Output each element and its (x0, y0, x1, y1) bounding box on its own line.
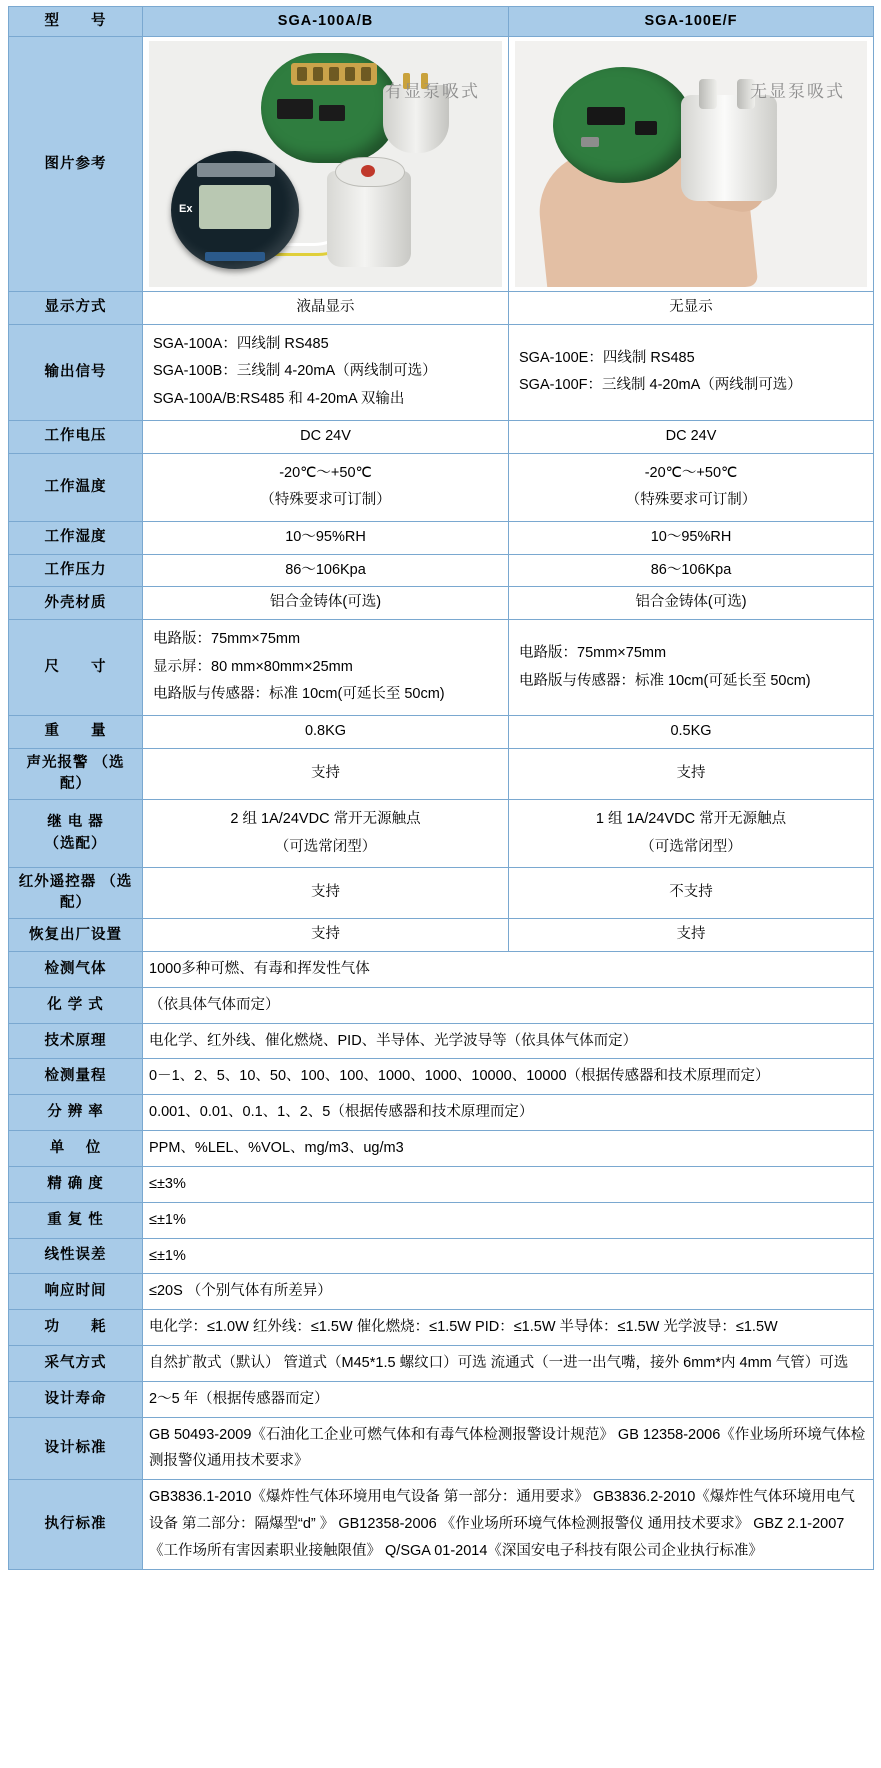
product-photo-b (515, 41, 867, 287)
exec-standard-value (143, 1480, 874, 1569)
exec-standard-line1: GB3836.1-2010《爆炸性气体环境用电气设备 第一部分：通用要求》 (149, 1489, 589, 1506)
size-value-a (143, 620, 509, 716)
row-label-chemical-formula: 化 学 式 (9, 987, 143, 1023)
power-line5: 半导体：≤1.5W (559, 1319, 660, 1336)
photo-caption-a: 有显泵吸式 (385, 82, 480, 102)
design-standard-line2: GB 12358-2006《作业场所环境气体检测报警仪通用技术要求》 (149, 1426, 866, 1470)
row-label-sampling: 采气方式 (9, 1345, 143, 1381)
factory-reset-value-a: 支持 (143, 919, 509, 952)
row-label-alarm (9, 748, 143, 799)
temp-a-line2: （特殊要求可订制） (260, 492, 391, 509)
table-row-linear-error (9, 1238, 874, 1274)
table-row-alarm (9, 748, 874, 799)
table-row-range (9, 1059, 874, 1095)
output-a-line2: SGA-100B：三线制 4-20mA（两线制可选） (153, 363, 437, 380)
detect-gas-value: 1000多种可燃、有毒和挥发性气体 (143, 952, 874, 988)
remote-label-line2: （选配） (60, 874, 133, 912)
alarm-label-line2: （选配） (60, 754, 125, 792)
product-photo-a (149, 41, 502, 287)
table-row-voltage (9, 420, 874, 453)
response-time-value: ≤20S （个别气体有所差异） (143, 1274, 874, 1310)
row-label-factory-reset: 恢复出厂设置 (9, 919, 143, 952)
row-label-response-time: 响应时间 (9, 1274, 143, 1310)
linear-error-value: ≤±1% (143, 1238, 874, 1274)
table-row-model (9, 7, 874, 37)
size-a-line1: 电路版：75mm×75mm (153, 631, 301, 648)
remote-value-b: 不支持 (509, 868, 874, 919)
table-row-pressure (9, 554, 874, 587)
alarm-value-a: 支持 (143, 748, 509, 799)
table-row-chemical-formula (9, 987, 874, 1023)
humidity-value-b: 10～95%RH (509, 521, 874, 554)
row-label-lifetime: 设计寿命 (9, 1381, 143, 1417)
power-line1: 电化学：≤1.0W (149, 1319, 249, 1336)
row-label-output: 输出信号 (9, 324, 143, 420)
sampling-line3: 流通式（一进一出气嘴，接外 6mm*内 4mm 气管）可选 (490, 1354, 849, 1371)
table-row-lifetime (9, 1381, 874, 1417)
row-label-model: 型 号 (9, 7, 143, 37)
relay-label-line2: （选配） (44, 835, 107, 852)
exec-standard-line4: GBZ 2.1-2007 《工作场所有害因素职业接触限值》 (149, 1516, 845, 1559)
row-label-exec-standard: 执行标准 (9, 1480, 143, 1569)
temp-a-line1: -20℃～+50℃ (279, 464, 372, 481)
table-row-repeatability (9, 1202, 874, 1238)
table-row-accuracy (9, 1166, 874, 1202)
exec-standard-line3: GB12358-2006 《作业场所环境气体检测报警仪 通用技术要求》 (338, 1516, 750, 1532)
table-row-remote (9, 868, 874, 919)
alarm-label-line1: 声光报警 (26, 754, 89, 771)
output-value-a (143, 324, 509, 420)
table-row-size (9, 620, 874, 716)
principle-value: 电化学、红外线、催化燃烧、PID、半导体、光学波导等（依具体气体而定） (143, 1023, 874, 1059)
table-row-relay (9, 799, 874, 867)
exec-standard-line2: GB3836.2-2010《爆炸性气体环境用电气设备 第二部分：隔爆型“d” 》 (149, 1489, 855, 1532)
repeatability-value: ≤±1% (143, 1202, 874, 1238)
table-row-temperature (9, 453, 874, 521)
relay-value-a (143, 799, 509, 867)
power-value (143, 1310, 874, 1346)
table-row-factory-reset (9, 919, 874, 952)
row-label-principle: 技术原理 (9, 1023, 143, 1059)
display-value-a: 液晶显示 (143, 292, 509, 325)
row-label-remote (9, 868, 143, 919)
sampling-value (143, 1345, 874, 1381)
table-row-response-time (9, 1274, 874, 1310)
chemical-formula-value: （依具体气体而定） (143, 987, 874, 1023)
row-label-accuracy: 精 确 度 (9, 1166, 143, 1202)
range-value: 0－1、2、5、10、50、100、100、1000、1000、10000、10000（根据传感器和技术原理而定） (143, 1059, 874, 1095)
resolution-value: 0.001、0.01、0.1、1、2、5（根据传感器和技术原理而定） (143, 1095, 874, 1131)
photo-cell-b (509, 37, 874, 292)
output-b-line1: SGA-100E：四线制 RS485 (519, 349, 695, 366)
output-a-line3: SGA-100A/B:RS485 和 4-20mA 双输出 (153, 391, 405, 408)
size-b-line1: 电路版：75mm×75mm (519, 645, 667, 662)
row-label-temperature: 工作温度 (9, 453, 143, 521)
sensor-image-a (327, 171, 411, 267)
row-label-detect-gas: 检测气体 (9, 952, 143, 988)
row-label-range: 检测量程 (9, 1059, 143, 1095)
specification-table (8, 6, 874, 1570)
display-value-b: 无显示 (509, 292, 874, 325)
row-label-resolution: 分 辨 率 (9, 1095, 143, 1131)
table-row-shell (9, 587, 874, 620)
table-row-exec-standard (9, 1480, 874, 1569)
row-label-shell: 外壳材质 (9, 587, 143, 620)
row-label-display: 显示方式 (9, 292, 143, 325)
output-b-line2: SGA-100F：三线制 4-20mA（两线制可选） (519, 377, 802, 394)
design-standard-value (143, 1417, 874, 1480)
voltage-value-a: DC 24V (143, 420, 509, 453)
photo-cell-a (143, 37, 509, 292)
temp-b-line1: -20℃～+50℃ (644, 464, 738, 481)
row-label-humidity: 工作湿度 (9, 521, 143, 554)
alarm-value-b: 支持 (509, 748, 874, 799)
weight-value-b: 0.5KG (509, 716, 874, 749)
unit-value: PPM、%LEL、%VOL、mg/m3、ug/m3 (143, 1131, 874, 1167)
row-label-power: 功 耗 (9, 1310, 143, 1346)
pressure-value-b: 86～106Kpa (509, 554, 874, 587)
table-row-resolution (9, 1095, 874, 1131)
power-line3: 催化燃烧：≤1.5W (356, 1319, 471, 1336)
row-label-weight: 重 量 (9, 716, 143, 749)
row-label-size: 尺 寸 (9, 620, 143, 716)
relay-a-line2: （可选常闭型） (274, 838, 377, 855)
accuracy-value: ≤±3% (143, 1166, 874, 1202)
humidity-value-a: 10～95%RH (143, 521, 509, 554)
temperature-value-a (143, 453, 509, 521)
power-line4: PID：≤1.5W (475, 1319, 556, 1336)
temp-b-line2: （特殊要求可订制） (625, 492, 757, 509)
display-meter-image-a: Ex (171, 151, 299, 269)
output-a-line1: SGA-100A：四线制 RS485 (153, 335, 329, 352)
size-a-line2: 显示屏：80 mm×80mm×25mm (153, 658, 353, 675)
model-b-header: SGA-100E/F (509, 7, 874, 37)
table-row-detect-gas (9, 952, 874, 988)
model-a-header: SGA-100A/B (143, 7, 509, 37)
output-value-b (509, 324, 874, 420)
sensor-image-b (681, 95, 777, 201)
table-row-design-standard (9, 1417, 874, 1480)
table-row-photo (9, 37, 874, 292)
table-row-output (9, 324, 874, 420)
remote-label-line1: 红外遥控器 (18, 874, 97, 891)
row-label-unit: 单 位 (9, 1131, 143, 1167)
size-value-b (509, 620, 874, 716)
row-label-repeatability: 重 复 性 (9, 1202, 143, 1238)
relay-value-b (509, 799, 874, 867)
row-label-voltage: 工作电压 (9, 420, 143, 453)
factory-reset-value-b: 支持 (509, 919, 874, 952)
table-row-humidity (9, 521, 874, 554)
relay-b-line1: 1 组 1A/24VDC 常开无源触点 (595, 810, 787, 827)
table-row-sampling (9, 1345, 874, 1381)
row-label-relay (9, 799, 143, 867)
size-b-line2: 电路版与传感器：标准 10cm(可延长至 50cm) (519, 672, 811, 689)
row-label-linear-error: 线性误差 (9, 1238, 143, 1274)
relay-label-line1: 继 电 器 (47, 814, 104, 831)
table-row-unit (9, 1131, 874, 1167)
table-row-principle (9, 1023, 874, 1059)
design-standard-line1: GB 50493-2009《石油化工企业可燃气体和有毒气体检测报警设计规范》 (149, 1426, 614, 1443)
table-row-power (9, 1310, 874, 1346)
row-label-pressure: 工作压力 (9, 554, 143, 587)
temperature-value-b (509, 453, 874, 521)
circuit-board-image-a (261, 53, 399, 163)
shell-value-a: 铝合金铸体(可选) (143, 587, 509, 620)
power-line2: 红外线：≤1.5W (252, 1319, 353, 1336)
photo-caption-b: 无显泵吸式 (750, 82, 845, 102)
remote-value-a: 支持 (143, 868, 509, 919)
row-label-photo: 图片参考 (9, 37, 143, 292)
pressure-value-a: 86～106Kpa (143, 554, 509, 587)
relay-b-line2: （可选常闭型） (640, 838, 742, 855)
power-line6: 光学波导：≤1.5W (663, 1319, 778, 1336)
exec-standard-line5: Q/SGA 01-2014《深国安电子科技有限公司企业执行标准》 (385, 1542, 763, 1559)
lifetime-value: 2～5 年（根据传感器而定） (143, 1381, 874, 1417)
relay-a-line1: 2 组 1A/24VDC 常开无源触点 (230, 810, 421, 827)
circuit-board-image-b (553, 67, 693, 183)
shell-value-b: 铝合金铸体(可选) (509, 587, 874, 620)
sampling-line1: 自然扩散式（默认） (149, 1354, 280, 1371)
size-a-line3: 电路版与传感器：标准 10cm(可延长至 50cm) (153, 686, 445, 703)
row-label-design-standard: 设计标准 (9, 1417, 143, 1480)
table-row-weight (9, 716, 874, 749)
voltage-value-b: DC 24V (509, 420, 874, 453)
table-row-display (9, 292, 874, 325)
weight-value-a: 0.8KG (143, 716, 509, 749)
sampling-line2: 管道式（M45*1.5 螺纹口）可选 (283, 1354, 487, 1371)
